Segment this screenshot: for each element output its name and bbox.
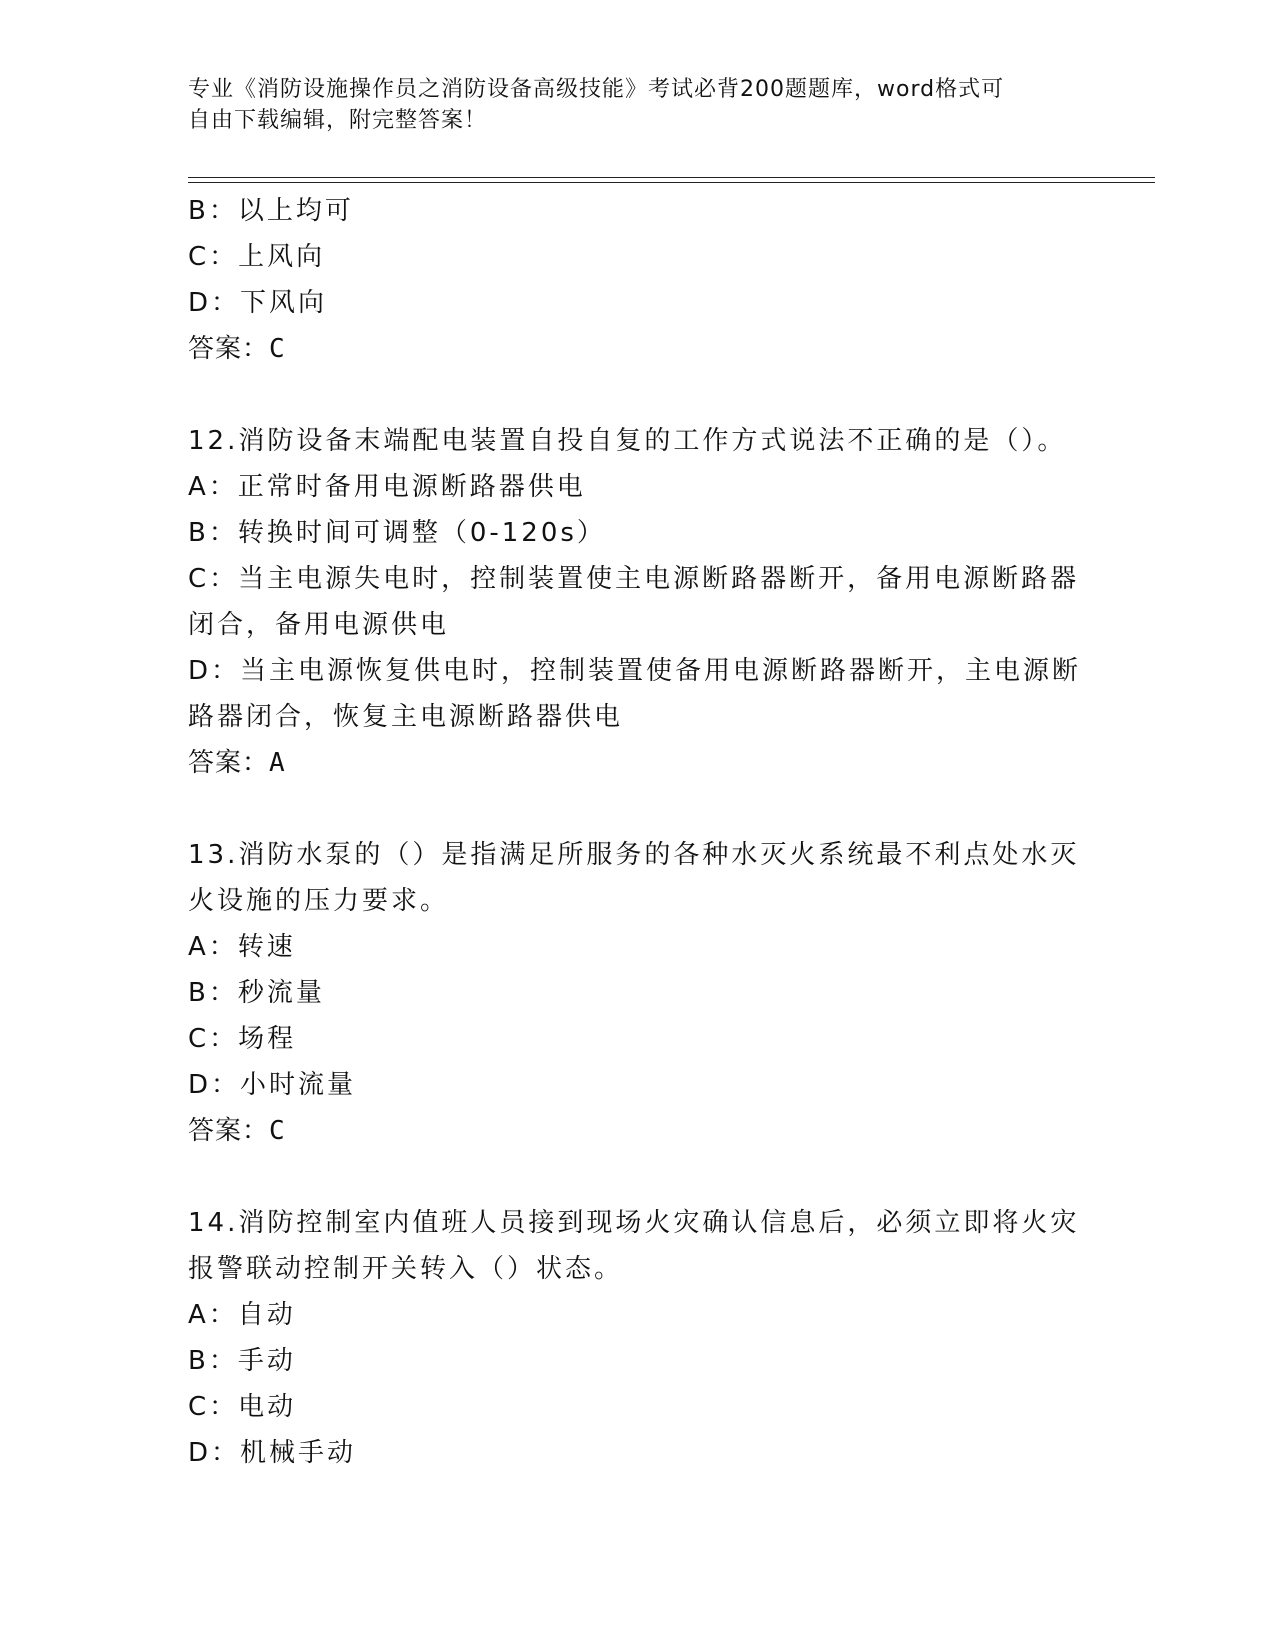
answer-line: 答案：C xyxy=(188,334,286,364)
document-header xyxy=(188,74,1068,136)
header-line-2: 自由下载编辑，附完整答案！ xyxy=(188,108,488,133)
option-c: C：场程 xyxy=(188,1024,297,1054)
option-d: D：下风向 xyxy=(188,288,328,318)
question-text-line-1: 13.消防水泵的（）是指满足所服务的各种水灭火系统最不利点处水灭 xyxy=(188,840,1080,870)
option-d: D：机械手动 xyxy=(188,1438,357,1468)
answer-line: 答案：A xyxy=(188,748,286,778)
option-d-line-1: D：当主电源恢复供电时，控制装置使备用电源断路器断开，主电源断 xyxy=(188,656,1082,686)
spacer xyxy=(188,1154,1078,1200)
question-text-line-2: 报警联动控制开关转入（）状态。 xyxy=(188,1254,624,1284)
header-rule-top xyxy=(188,177,1155,178)
spacer xyxy=(188,372,1078,418)
option-d: D：小时流量 xyxy=(188,1070,357,1100)
option-b: B：以上均可 xyxy=(188,196,354,226)
spacer xyxy=(188,786,1078,832)
option-d-line-2: 路器闭合，恢复主电源断路器供电 xyxy=(188,702,624,732)
question-13 xyxy=(188,832,1078,1154)
option-c: C：上风向 xyxy=(188,242,326,272)
option-a: A：正常时备用电源断路器供电 xyxy=(188,472,586,502)
header-rule-bottom xyxy=(188,182,1155,183)
question-text-line-2: 火设施的压力要求。 xyxy=(188,886,450,916)
option-b: B：秒流量 xyxy=(188,978,325,1008)
question-14 xyxy=(188,1200,1078,1476)
header-line-1: 专业《消防设施操作员之消防设备高级技能》考试必背200题题库，word格式可 xyxy=(188,77,1005,102)
answer-line: 答案：C xyxy=(188,1116,286,1146)
option-b: B：手动 xyxy=(188,1346,296,1376)
option-c-line-2: 闭合，备用电源供电 xyxy=(188,610,450,640)
question-list xyxy=(188,188,1082,1476)
question-text: 12.消防设备末端配电装置自投自复的工作方式说法不正确的是（）。 xyxy=(188,426,1067,456)
option-b: B：转换时间可调整（0-120s） xyxy=(188,518,606,548)
option-c-line-1: C：当主电源失电时，控制装置使主电源断路器断开，备用电源断路器 xyxy=(188,564,1080,594)
option-a: A：转速 xyxy=(188,932,296,962)
question-12 xyxy=(188,418,1082,786)
option-a: A：自动 xyxy=(188,1300,296,1330)
question-text-line-1: 14.消防控制室内值班人员接到现场火灾确认信息后，必须立即将火灾 xyxy=(188,1208,1080,1238)
option-c: C：电动 xyxy=(188,1392,297,1422)
question-11-tail xyxy=(188,188,1078,372)
